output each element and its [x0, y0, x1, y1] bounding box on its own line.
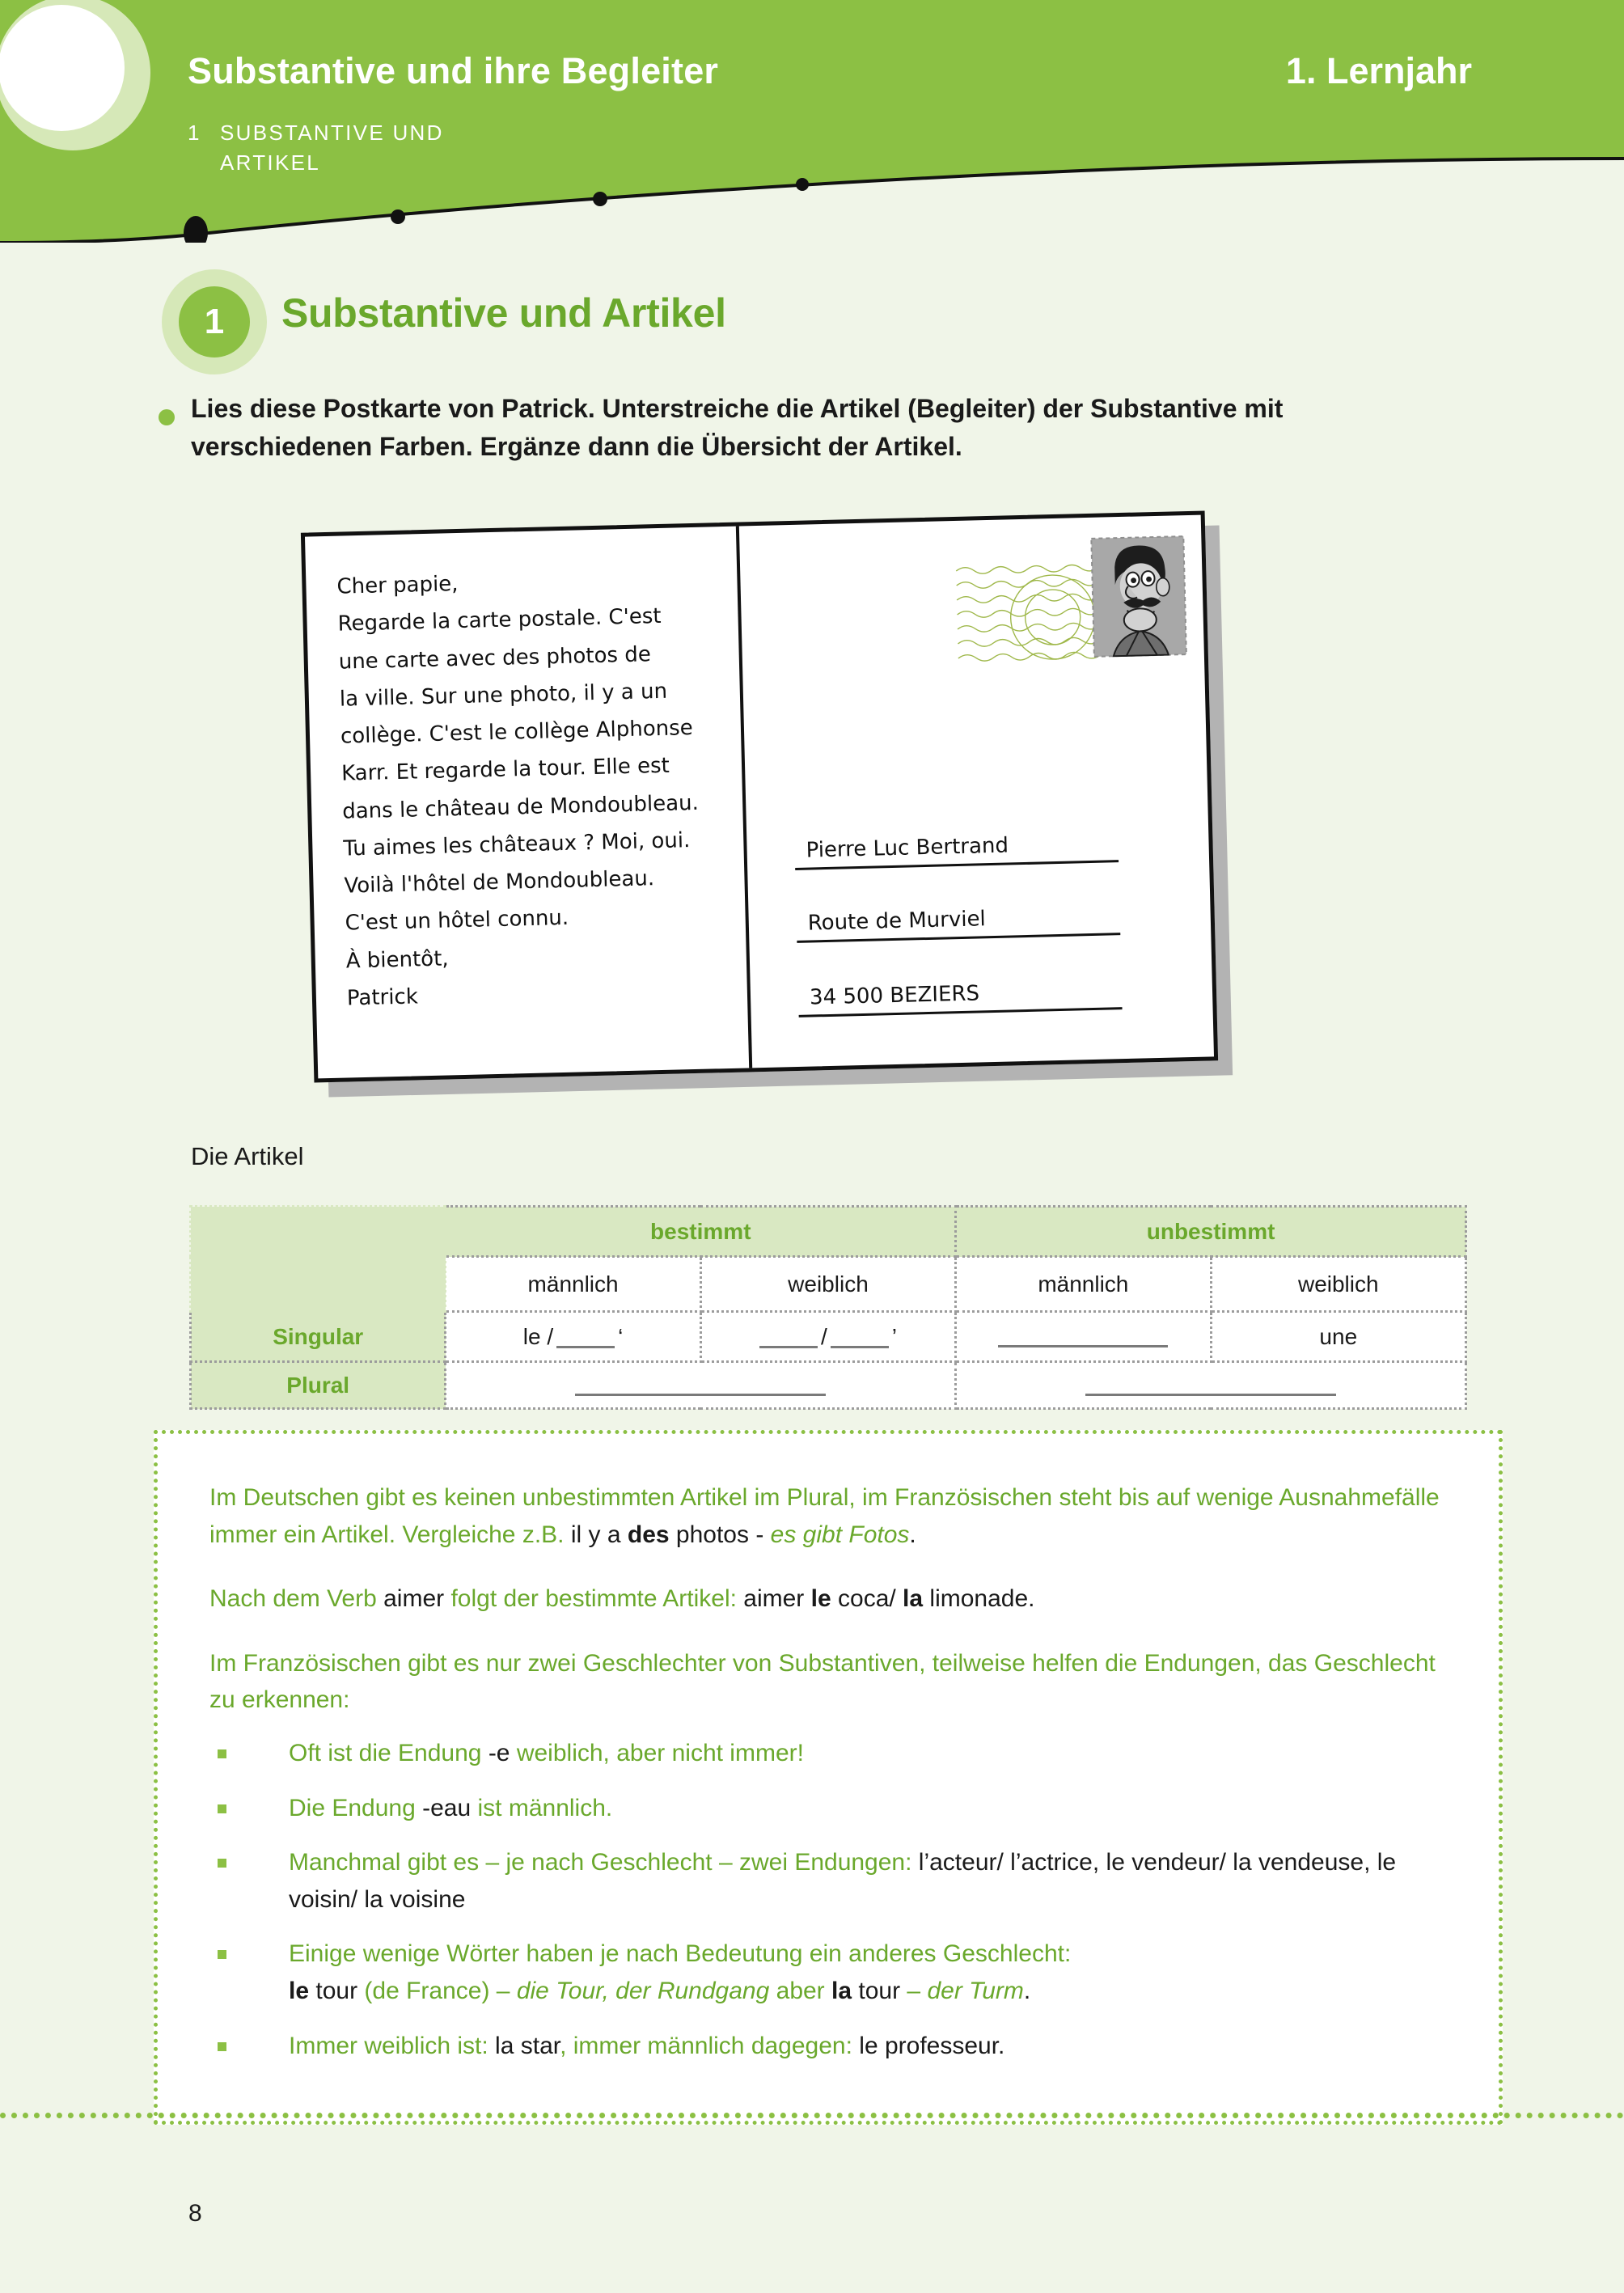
postcard-divider	[736, 527, 752, 1068]
message-line: Voilà l'hôtel de Mondoubleau.	[344, 866, 655, 899]
message-line: une carte avec des photos de	[338, 641, 652, 675]
bullet-2-black-a: -eau	[422, 1794, 472, 1821]
bullet-1-black-a: -e	[488, 1739, 510, 1766]
cell-singular-unbestimmt-m[interactable]	[956, 1312, 1211, 1362]
message-line: dans le château de Mondoubleau.	[341, 790, 700, 824]
bullet-5-green-a: Immer weiblich ist:	[289, 2032, 496, 2059]
chapter-title-line2: ARTIKEL	[220, 150, 320, 175]
bullet-1-green-b: weiblich, aber nicht immer!	[510, 1739, 804, 1766]
gender-header-unbestimmt-f: weiblich	[1211, 1257, 1465, 1312]
bullet-4-black-b: tour	[852, 1977, 907, 2004]
exercise-title: Substantive und Artikel	[281, 290, 726, 336]
group-header-unbestimmt: unbestimmt	[956, 1207, 1466, 1257]
postcard	[301, 510, 1218, 1082]
bullet-4-green-italic-b: der Turm	[927, 1977, 1024, 2004]
bullet-4-black-a: tour	[309, 1977, 365, 2004]
address-name: Pierre Luc Bertrand	[794, 831, 1119, 870]
info-p1-black-bold: des	[627, 1521, 670, 1548]
bullet-4-green-b: (de France) –	[364, 1977, 517, 2004]
chapter-title-line1: SUBSTANTIVE UND	[220, 121, 444, 145]
message-line: Cher papie,	[336, 572, 459, 599]
fill-in-blank[interactable]	[998, 1326, 1168, 1347]
artikel-table	[189, 1205, 1467, 1410]
cell-value-une: une	[1319, 1323, 1358, 1349]
grammar-info-box	[154, 1430, 1503, 2125]
cell-prefix-text: le /	[522, 1323, 554, 1349]
list-item	[209, 1790, 1447, 1827]
cell-separator-text: /	[820, 1323, 827, 1349]
page-title: Substantive und ihre Begleiter	[188, 50, 719, 91]
postcard-figure	[307, 522, 1245, 1104]
message-line: collège. C'est le collège Alphonse	[340, 716, 694, 749]
info-p1-green-italic: es gibt Fotos	[770, 1521, 910, 1548]
bullet-4-green-c: aber	[769, 1977, 832, 2004]
apostrophe-glyph: ‘	[618, 1323, 624, 1349]
info-p2-black-a: aimer	[383, 1585, 445, 1613]
table-row	[191, 1362, 1466, 1409]
learning-year-label: 1. Lernjahr	[1285, 50, 1472, 91]
table-row	[191, 1207, 1466, 1257]
page-number: 8	[188, 2200, 202, 2227]
exercise-number: 1	[179, 286, 250, 357]
instruction-bullet-icon	[159, 409, 175, 425]
fill-in-blank[interactable]	[759, 1327, 818, 1348]
bullet-5-black-b: le professeur.	[859, 2032, 1005, 2059]
bullet-3-green-a: Manchmal gibt es – je nach Geschlecht – zwei Endungen:	[289, 1849, 919, 1876]
row-label-singular: Singular	[191, 1312, 446, 1362]
fill-in-blank[interactable]	[575, 1375, 826, 1396]
gender-rules-list	[209, 1735, 1447, 2064]
postcard-message	[336, 559, 735, 1017]
message-line: À bientôt,	[345, 946, 449, 974]
list-item	[209, 1735, 1447, 1772]
message-line: Karr. Et regarde la tour. Elle est	[340, 754, 670, 786]
chapter-breadcrumb	[188, 118, 444, 178]
address-city: 34 500 BEZIERS	[798, 978, 1123, 1017]
row-label-plural: Plural	[191, 1362, 446, 1409]
info-p2-black-bold-b: la	[903, 1585, 924, 1613]
cell-singular-unbestimmt-f[interactable]	[1211, 1312, 1465, 1362]
bullet-4-green-italic-a: die Tour, der Rundgang	[516, 1977, 770, 2004]
table-row	[191, 1312, 1466, 1362]
exercise-instruction: Lies diese Postkarte von Patrick. Unterstreiche die Artikel (Begleiter) der Substantive mit verschiedenen Farben. Ergänze dann die Übersicht der Artikel.	[191, 394, 1284, 462]
message-line: Regarde la carte postale. C'est	[337, 604, 662, 637]
message-line: C'est un hôtel connu.	[345, 906, 569, 936]
address-street: Route de Murviel	[796, 903, 1120, 943]
message-line: la ville. Sur une photo, il y a un	[339, 679, 668, 712]
bullet-4-black-c: .	[1023, 1977, 1031, 2004]
bullet-4-black-bold-b: la	[831, 1977, 852, 2004]
bullet-4-black-bold-a: le	[289, 1977, 310, 2004]
exercise-number-badge	[162, 269, 267, 374]
info-p2-black-b: aimer	[743, 1585, 811, 1613]
bullet-5-black-a: la star	[495, 2032, 560, 2059]
message-line: Tu aimes les châteaux ? Moi, oui.	[343, 827, 691, 861]
info-paragraph-1	[209, 1479, 1447, 1553]
postcard-address-side	[766, 514, 1222, 1067]
bullet-3-black-a: l’acteur/ l’actrice, le vendeur/ la vendeuse, le voisin/ la voisine	[289, 1849, 1397, 1913]
list-item	[209, 1844, 1447, 1918]
page-header	[0, 0, 1624, 243]
bullet-4-green-d: –	[907, 1977, 928, 2004]
bullet-2-green-a: Die Endung	[289, 1794, 423, 1821]
footer-divider	[0, 2113, 1624, 2118]
info-paragraph-2	[209, 1580, 1447, 1618]
table-caption: Die Artikel	[191, 1142, 304, 1170]
list-item	[209, 1936, 1447, 2009]
bullet-4-green-a: Einige wenige Wörter haben je nach Bedeutung ein anderes Geschlecht:	[289, 1940, 1072, 1968]
info-p1-black-b: photos -	[669, 1521, 771, 1548]
list-item	[209, 2028, 1447, 2065]
gender-header-bestimmt-f: weiblich	[700, 1257, 955, 1312]
table-corner-cell	[191, 1207, 446, 1312]
apostrophe-glyph: ’	[891, 1323, 897, 1349]
info-p2-black-d: limonade.	[923, 1585, 1035, 1613]
group-header-bestimmt: bestimmt	[446, 1207, 956, 1257]
info-p2-black-bold-a: le	[810, 1585, 831, 1613]
gender-header-bestimmt-m: männlich	[446, 1257, 700, 1312]
fill-in-blank[interactable]	[1085, 1375, 1336, 1396]
info-p1-black-a: il y a	[570, 1521, 628, 1548]
postage-stamp-icon	[1089, 535, 1188, 658]
bullet-5-green-b: , immer männlich dagegen:	[560, 2032, 860, 2059]
info-p2-black-c: coca/	[831, 1585, 903, 1613]
cell-singular-bestimmt-f[interactable]	[700, 1312, 955, 1362]
info-p2-green-a: Nach dem Verb	[209, 1585, 384, 1613]
cell-plural-bestimmt[interactable]	[446, 1362, 956, 1409]
cell-singular-bestimmt-m[interactable]	[446, 1312, 700, 1362]
chapter-number: 1	[188, 121, 201, 145]
info-p1-green: Im Deutschen gibt es keinen unbestimmten Artikel im Plural, im Französischen steht bis auf wenige Ausnahmefälle immer ein Artikel. Vergleiche z.B.	[209, 1484, 1440, 1548]
fill-in-blank[interactable]	[556, 1327, 615, 1348]
cell-plural-unbestimmt[interactable]	[956, 1362, 1466, 1409]
bullet-2-green-b: ist männlich.	[471, 1794, 613, 1821]
fill-in-blank[interactable]	[831, 1327, 889, 1348]
message-line: Patrick	[346, 984, 419, 1011]
bullet-1-green-a: Oft ist die Endung	[289, 1739, 488, 1766]
info-paragraph-3: Im Französischen gibt es nur zwei Geschlechter von Substantiven, teilweise helfen die Endungen, das Geschlecht zu erkennen:	[209, 1649, 1436, 1714]
info-p2-green-b: folgt der bestimmte Artikel:	[444, 1585, 744, 1613]
gender-header-unbestimmt-m: männlich	[956, 1257, 1211, 1312]
info-p1-black-c: .	[909, 1521, 916, 1548]
